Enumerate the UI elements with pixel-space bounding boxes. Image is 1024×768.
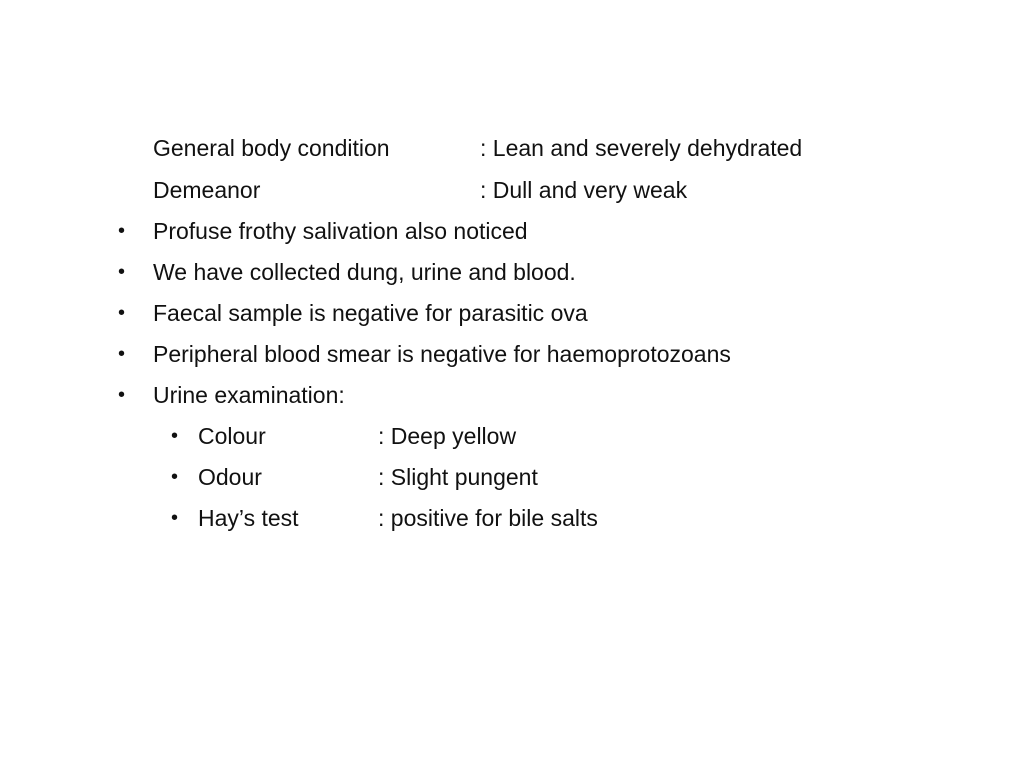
bullet-icon: • <box>118 302 126 324</box>
bullet-icon: • <box>118 220 126 242</box>
result-value: : Slight pungent <box>378 464 538 490</box>
bullet-text: Profuse frothy salivation also noticed <box>153 218 528 244</box>
result-label: Odour <box>198 464 262 490</box>
result-label: Colour <box>198 423 266 449</box>
bullet-text: Faecal sample is negative for parasitic ova <box>153 300 588 326</box>
result-value: : Deep yellow <box>378 423 517 449</box>
bullet-text: We have collected dung, urine and blood. <box>153 259 576 285</box>
bullet-icon: • <box>171 425 179 447</box>
result-label: Hay’s test <box>198 505 299 531</box>
result-value: : positive for bile salts <box>378 505 598 531</box>
bullet-icon: • <box>171 507 179 529</box>
field-label: General body condition <box>153 135 390 161</box>
bullet-icon: • <box>118 384 126 406</box>
bullet-text: Peripheral blood smear is negative for haemoprotozoans <box>153 341 731 367</box>
field-value: : Lean and severely dehydrated <box>480 135 803 161</box>
bullet-icon: • <box>118 261 126 283</box>
bullet-text: Urine examination: <box>153 382 345 408</box>
bullet-icon: • <box>118 343 126 365</box>
field-value: : Dull and very weak <box>480 177 688 203</box>
field-demeanor <box>153 175 688 205</box>
field-general-body-condition <box>153 133 803 163</box>
field-label: Demeanor <box>153 177 261 203</box>
bullet-icon: • <box>171 466 179 488</box>
